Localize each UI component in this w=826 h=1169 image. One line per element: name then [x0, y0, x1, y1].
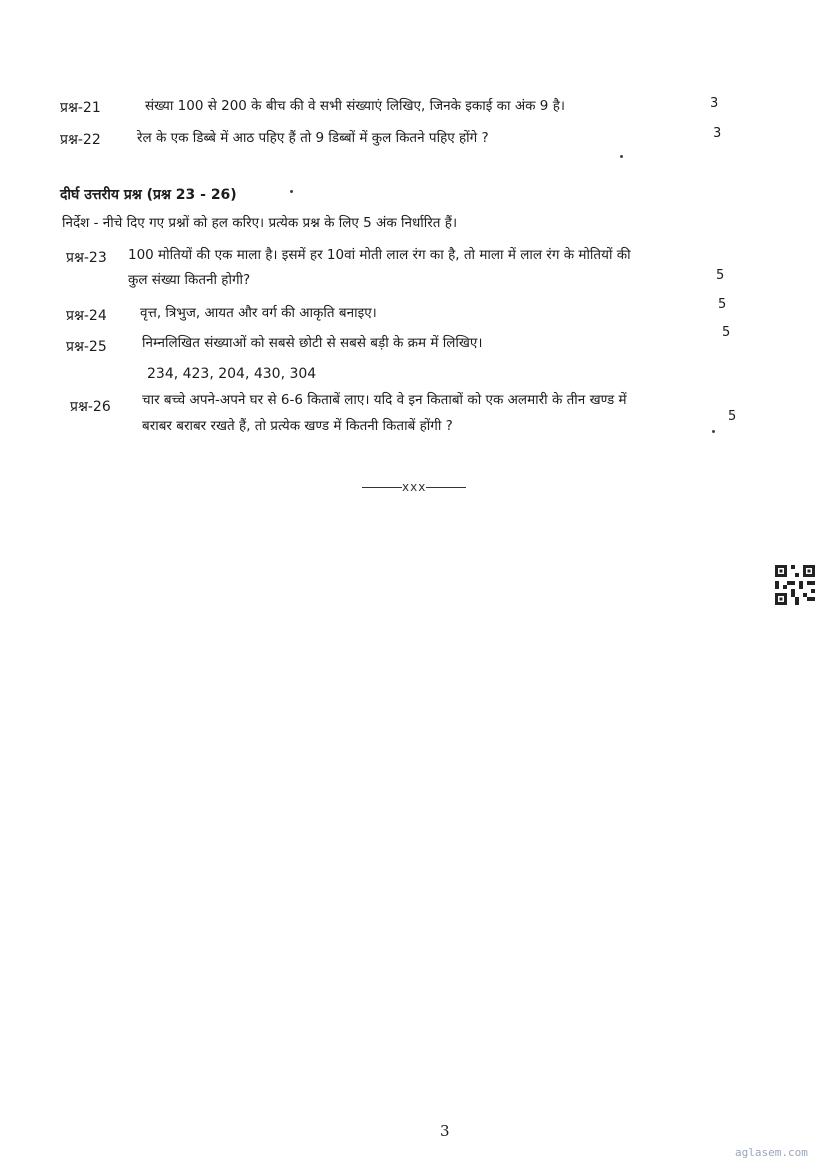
question-22-marks: 3 [713, 126, 722, 141]
end-dash-right [426, 487, 466, 488]
end-of-paper-mark [362, 480, 466, 494]
question-21-text: संख्या 100 से 200 के बीच की वे सभी संख्याएं लिखिए, जिनके इकाई का अंक 9 है। [145, 98, 565, 114]
question-25-numbers: 234, 423, 204, 430, 304 [147, 366, 317, 382]
scan-speck [620, 155, 623, 158]
question-21-marks: 3 [710, 96, 719, 111]
question-26-line2: बराबर बराबर रखते हैं, तो प्रत्येक खण्ड में कितनी किताबें होंगी ? [142, 418, 453, 434]
end-mark-text: xxx [402, 480, 427, 494]
page-number: 3 [440, 1122, 450, 1140]
question-26-label: प्रश्न-26 [70, 399, 111, 415]
question-25-text: निम्नलिखित संख्याओं को सबसे छोटी से सबसे बड़ी के क्रम में लिखिए। [142, 335, 483, 351]
question-24-label: प्रश्न-24 [66, 308, 107, 324]
qr-code-icon [775, 565, 815, 605]
watermark: aglasem.com [735, 1146, 808, 1159]
question-25-marks: 5 [722, 325, 731, 340]
section-title: दीर्घ उत्तरीय प्रश्न (प्रश्न 23 - 26) [60, 187, 237, 203]
scan-speck [290, 190, 293, 193]
question-23-line1: 100 मोतियों की एक माला है। इसमें हर 10वां मोती लाल रंग का है, तो माला में लाल रंग के मोतियों की [128, 247, 631, 263]
question-24-text: वृत्त, त्रिभुज, आयत और वर्ग की आकृति बनाइए। [140, 305, 377, 321]
end-dash-left [362, 487, 402, 488]
question-26-marks: 5 [728, 409, 737, 424]
question-24-marks: 5 [718, 297, 727, 312]
question-26-line1: चार बच्चे अपने-अपने घर से 6-6 किताबें लाए। यदि वे इन किताबों को एक अलमारी के तीन खण्ड में [142, 392, 627, 408]
question-25-label: प्रश्न-25 [66, 339, 107, 355]
section-instruction: निर्देश - नीचे दिए गए प्रश्नों को हल करिए। प्रत्येक प्रश्न के लिए 5 अंक निर्धारित हैं। [62, 215, 458, 231]
scan-speck [712, 430, 715, 433]
question-23-marks: 5 [716, 268, 725, 283]
question-23-line2: कुल संख्या कितनी होगी? [128, 272, 251, 288]
question-22-label: प्रश्न-22 [60, 132, 101, 148]
question-21-label: प्रश्न-21 [60, 100, 101, 116]
question-22-text: रेल के एक डिब्बे में आठ पहिए हैं तो 9 डिब्बों में कुल कितने पहिए होंगे ? [137, 130, 489, 146]
question-23-label: प्रश्न-23 [66, 250, 107, 266]
